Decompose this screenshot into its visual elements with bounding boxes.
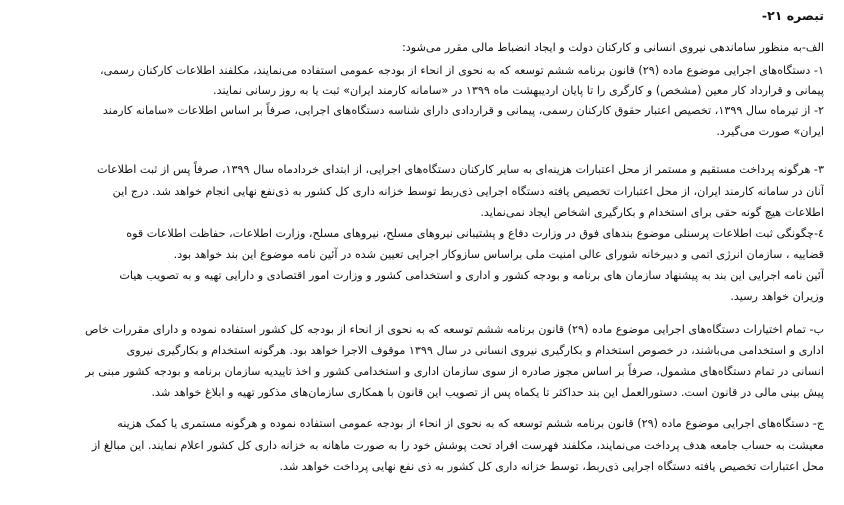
- text-line: ۲- از تیرماه سال ۱۳۹۹، تخصیص اعتبار حقوق کارکنان رسمی، پیمانی و قراردادی دارای شناسه دستگاه‌های اجرایی، صرفاً بر اساس اطلاعات «سامانه کارمند: [102, 104, 824, 117]
- text-line: اطلاعات هیچ گونه حقی برای استخدام و بکارگیری اشخاص ایجاد نمی‌نماید.: [480, 206, 824, 219]
- text-line: محل اعتبارات تخصیص یافته دستگاه اجرایی ذی‌ربط، توسط خزانه داری کل کشور به ذی نفع نهایی پرداخت خواهد شد.: [279, 460, 824, 473]
- text-line: وزیران خواهد رسید.: [730, 290, 824, 303]
- text-line: ۱- دستگاه‌های اجرایی موضوع ماده (۲۹) قانون برنامه ششم توسعه که به نحوی از انحاء از بودجه عمومی استفاده می‌نمایند، مکلفند اطلاعات کارکنان رسمی،: [100, 64, 824, 77]
- text-line: انسانی در تمام دستگاه‌های مشمول، صرفاً بر اساس مجوز صادره از سوی سازمان اداری و استخدامی کشور و اخذ تاییدیه سازمان برنامه و بودجه کشور مبنی بر: [85, 365, 824, 378]
- page-heading: تبصره ۲۱-: [761, 8, 824, 23]
- text-line: ب- تمام اختیارات دستگاه‌های اجرایی موضوع ماده (۲۹) قانون برنامه ششم توسعه که به نحوی از انحاء از بودجه کل کشور استفاده نموده و دارای مقررات خاص: [85, 323, 824, 336]
- text-line: ٤-چگونگی ثبت اطلاعات پرسنلی موضوع بندهای فوق در وزارت دفاع و پشتیبانی نیروهای مسلح، نیروهای مسلح، وزارت اطلاعات، حفاظت اطلاعات قوه: [126, 227, 824, 240]
- text-line: اداری و استخدامی می‌باشند، در خصوص استخدام و بکارگیری نیروی انسانی در سال ۱۳۹۹ موقوف الاجرا خواهد بود. هرگونه استخدام و بکارگیری نیروی: [126, 344, 824, 357]
- text-line: معیشت به حساب جامعه هدف پرداخت می‌نمایند، مکلفند فهرست افراد تحت پوشش خود را به صورت ماهانه به خزانه داری کل کشور اعلام نمایند. این مبالغ از: [91, 439, 824, 452]
- text-line: پیش بینی مالی در قانون است. دستورالعمل این بند حداکثر تا یکماه پس از تصویب این قانون با همکاری سازمان‌های مذکور تهیه و ابلاغ خواهد شد.: [151, 386, 824, 399]
- text-line: قضاییه ، سازمان انرژی اتمی و دبیرخانه شورای عالی امنیت ملی براساس سازوکار اجرایی تعیین شده در آئین نامه موضوع این بند خواهد بود.: [173, 248, 824, 261]
- text-line: ایران» صورت می‌گیرد.: [716, 125, 824, 138]
- text-line: پیمانی و قرارداد کار معین (مشخص) و کارگری را تا پایان اردیبهشت ماه ۱۳۹۹ در «سامانه کارمند ایران» ثبت یا به روز رسانی نمایند.: [213, 84, 824, 97]
- text-line: ج- دستگاه‌های اجرایی موضوع ماده (۲۹) قانون برنامه ششم توسعه که به نحوی از انحاء از بودجه عمومی استفاده نموده و هرگونه مستمری یا کمک هزینه: [117, 417, 824, 430]
- text-line: ۳- هرگونه پرداخت مستقیم و مستمر از محل اعتبارات هزینه‌ای به سایر کارکنان دستگاه‌های اجرایی، از ابتدای خردادماه سال ۱۳۹۹، صرفاً پس از ثبت اطلاعات: [97, 163, 824, 176]
- text-line: آنان در سامانه کارمند ایران، از محل اعتبارات تخصیص یافته دستگاه اجرایی ذی‌ربط توسط خزانه داری کل کشور به ذی‌نفع نهایی انجام خواهد شد. درج این: [112, 185, 824, 198]
- text-line: الف-به منظور ساماندهی نیروی انسانی و کارکنان دولت و ایجاد انضباط مالی مقرر می‌شود:: [402, 41, 824, 54]
- text-line: آئین نامه اجرایی این بند به پیشنهاد سازمان های برنامه و بودجه کشور و اداری و استخدامی کشور و وزارت امور اقتصادی و دارایی تهیه و به تصویب هیات: [119, 269, 824, 282]
